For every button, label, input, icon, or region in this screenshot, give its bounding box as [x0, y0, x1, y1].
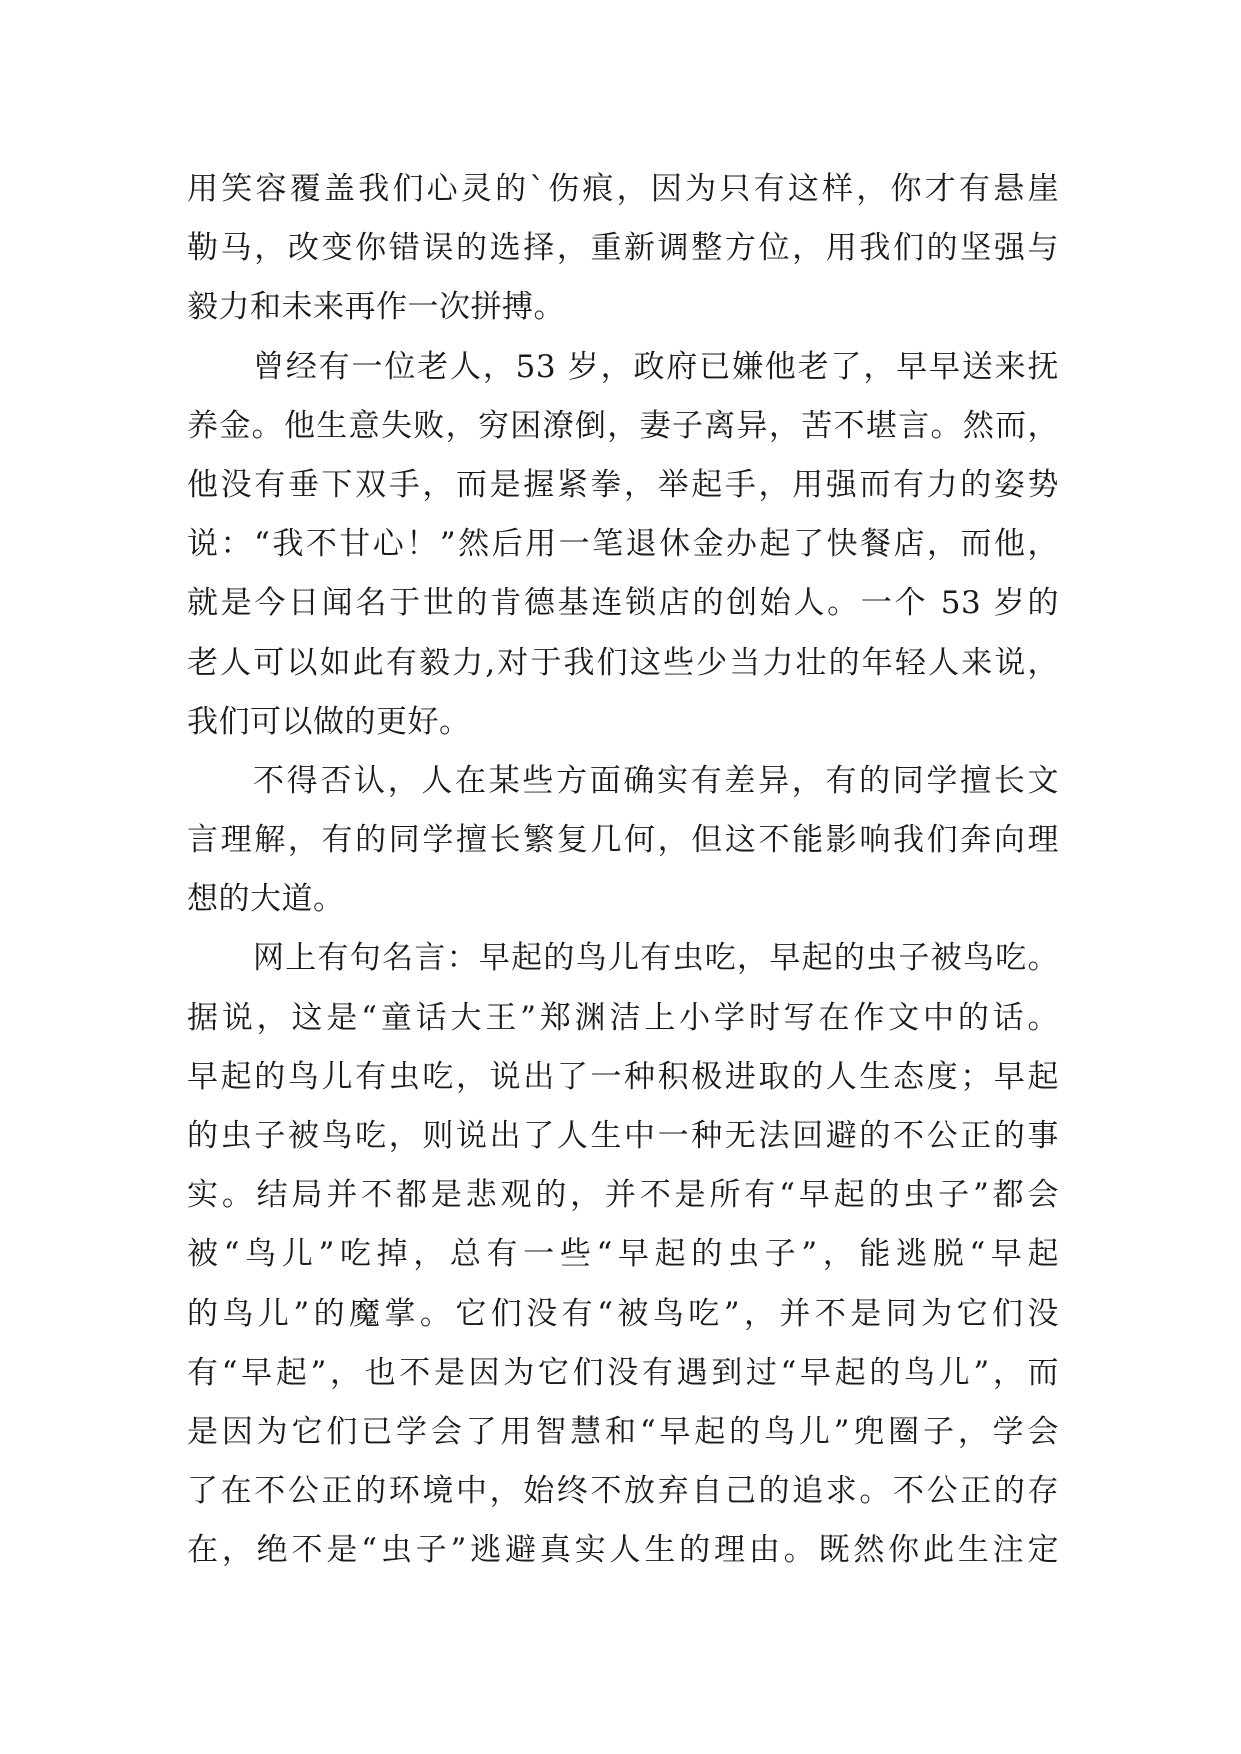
paragraph	[187, 160, 1059, 338]
text-line: 被“鸟儿”吃掉，总有一些“早起的虫子”，能逃脱“早起	[187, 1236, 1059, 1273]
text-line: 用笑容覆盖我们心灵的`伤痕，因为只有这样，你才有悬崖	[187, 171, 1059, 207]
text-line: 勒马，改变你错误的选择，重新调整方位，用我们的坚强与	[187, 230, 1059, 267]
text-line: 是因为它们已学会了用智慧和“早起的鸟儿”兜圈子，学会	[187, 1413, 1059, 1450]
text-line: 了在不公正的环境中，始终不放弃自己的追求。不公正的存	[187, 1473, 1059, 1510]
text-line: 我们可以做的更好。	[187, 703, 471, 740]
text-line: 毅力和未来再作一次拼搏。	[187, 289, 565, 326]
text-line: 养金。他生意失败，穷困潦倒，妻子离异，苦不堪言。然而，	[187, 407, 1059, 444]
text-line: 老人可以如此有毅力,对于我们这些少当力壮的年轻人来说，	[187, 644, 1059, 681]
text-line: 早起的鸟儿有虫吃，说出了一种积极进取的人生态度；早起	[187, 1058, 1059, 1095]
text-line: 网上有句名言：早起的鸟儿有虫吃，早起的虫子被鸟吃。	[253, 940, 1059, 977]
text-line: 言理解，有的同学擅长繁复几何，但这不能影响我们奔向理	[187, 822, 1059, 859]
text-line: 在，绝不是“虫子”逃避真实人生的理由。既然你此生注定	[187, 1532, 1059, 1569]
text-line: 实。结局并不都是悲观的，并不是所有“早起的虫子”都会	[187, 1177, 1059, 1214]
text-line: 他没有垂下双手，而是握紧拳，举起手，用强而有力的姿势	[187, 466, 1059, 503]
text-line: 说：“我不甘心！”然后用一笔退休金办起了快餐店，而他，	[187, 526, 1059, 563]
text-line: 据说，这是“童话大王”郑渊洁上小学时写在作文中的话。	[187, 999, 1059, 1036]
paragraph	[187, 338, 1059, 752]
text-line: 曾经有一位老人，53 岁，政府已嫌他老了，早早送来抚	[253, 348, 1059, 385]
document-body	[187, 160, 1059, 1581]
text-line: 不得否认，人在某些方面确实有差异，有的同学擅长文	[253, 762, 1059, 799]
text-line: 有“早起”，也不是因为它们没有遇到过“早起的鸟儿”，而	[187, 1354, 1059, 1391]
paragraph	[187, 929, 1059, 1580]
text-line: 的虫子被鸟吃，则说出了人生中一种无法回避的不公正的事	[187, 1118, 1059, 1154]
text-line: 就是今日闻名于世的肯德基连锁店的创始人。一个 53 岁的	[187, 585, 1059, 622]
paragraph	[187, 752, 1059, 930]
text-line: 的鸟儿”的魔掌。它们没有“被鸟吃”，并不是同为它们没	[187, 1295, 1059, 1332]
text-line: 想的大道。	[187, 881, 345, 918]
